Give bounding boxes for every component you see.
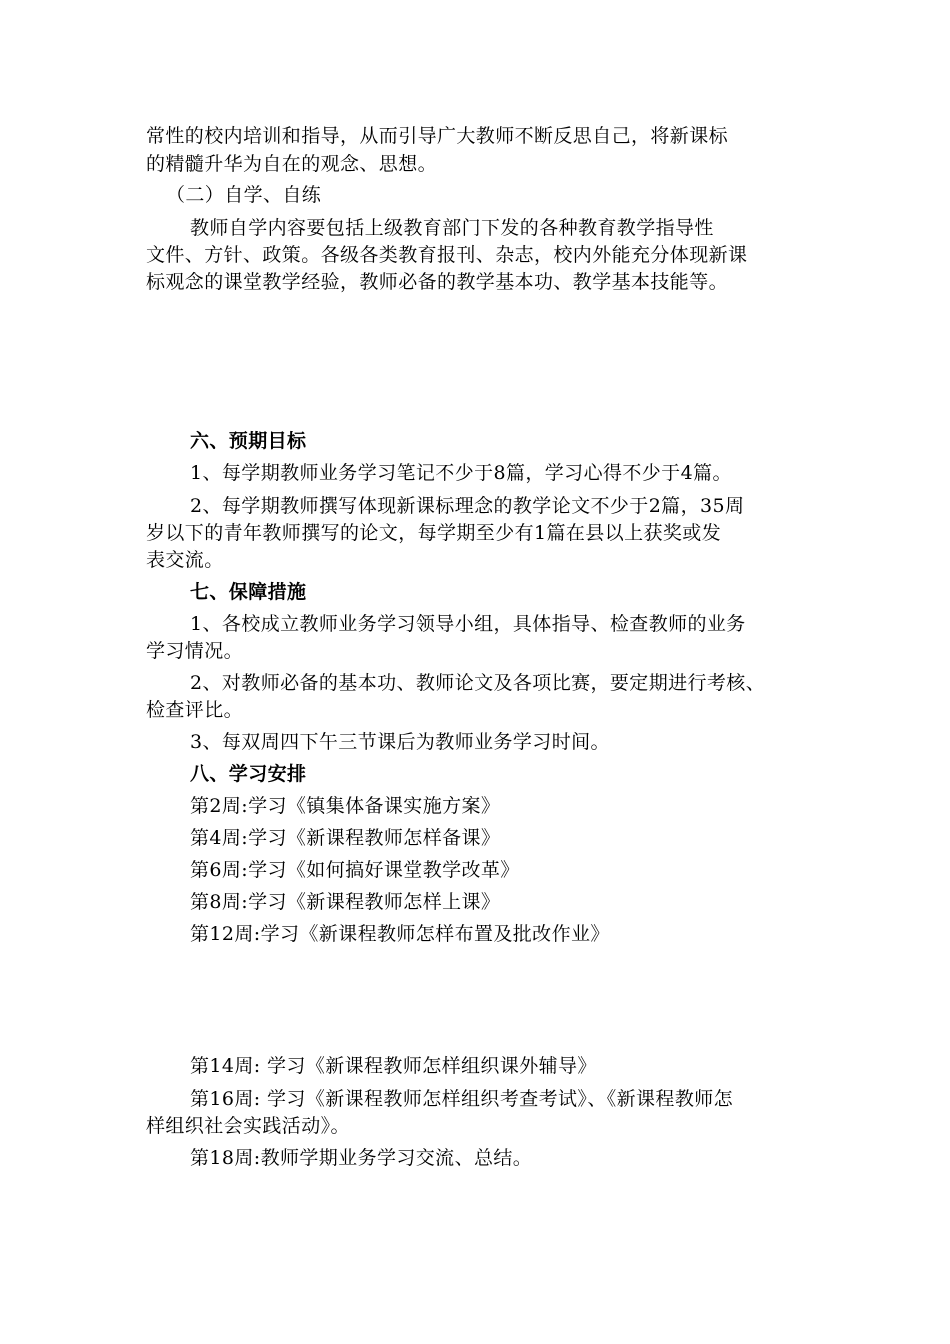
- schedule-item: 第2周:学习《镇集体备课实施方案》: [190, 795, 501, 817]
- paragraph-line: 常性的校内培训和指导，从而引导广大教师不断反思自己，将新课标: [146, 125, 729, 147]
- paragraph-line: 检查评比。: [146, 699, 244, 721]
- schedule-item: 第16周: 学习《新课程教师怎样组织考查考试》、《新课程教师怎: [190, 1088, 734, 1110]
- schedule-item: 第6周:学习《如何搞好课堂教学改革》: [190, 859, 520, 881]
- paragraph-line: 表交流。: [146, 549, 224, 571]
- paragraph-line: 标观念的课堂教学经验，教师必备的教学基本功、教学基本技能等。: [146, 271, 729, 293]
- schedule-item: 第14周: 学习《新课程教师怎样组织课外辅导》: [190, 1055, 597, 1077]
- schedule-item-continued: 样组织社会实践活动》。: [146, 1115, 350, 1137]
- paragraph-line: 教师自学内容要包括上级教育部门下发的各种教育教学指导性: [190, 217, 714, 239]
- schedule-item: 第18周:教师学期业务学习交流、总结。: [190, 1147, 533, 1169]
- paragraph-line: 岁以下的青年教师撰写的论文，每学期至少有1篇在县以上获奖或发: [146, 522, 722, 544]
- subsection-heading: （二）自学、自练: [166, 184, 322, 206]
- schedule-item: 第4周:学习《新课程教师怎样备课》: [190, 827, 501, 849]
- paragraph-line: 学习情况。: [146, 640, 244, 662]
- section-heading: 八、学习安排: [190, 763, 307, 785]
- paragraph-line: 1、各校成立教师业务学习领导小组，具体指导、检查教师的业务: [190, 613, 746, 635]
- schedule-item: 第8周:学习《新课程教师怎样上课》: [190, 891, 501, 913]
- paragraph-line: 3、每双周四下午三节课后为教师业务学习时间。: [190, 731, 610, 753]
- paragraph-line: 文件、方针、政策。各级各类教育报刊、杂志，校内外能充分体现新课: [146, 244, 748, 266]
- paragraph-line: 2、每学期教师撰写体现新课标理念的教学论文不少于2篇，35周: [190, 495, 745, 517]
- paragraph-line: 的精髓升华为自在的观念、思想。: [146, 153, 438, 175]
- section-heading: 六、预期目标: [190, 430, 307, 452]
- schedule-item: 第12周:学习《新课程教师怎样布置及批改作业》: [190, 923, 610, 945]
- paragraph-line: 1、每学期教师业务学习笔记不少于8篇，学习心得不少于4篇。: [190, 462, 732, 484]
- paragraph-line: 2、对教师必备的基本功、教师论文及各项比赛，要定期进行考核、: [190, 672, 766, 694]
- section-heading: 七、保障措施: [190, 581, 307, 603]
